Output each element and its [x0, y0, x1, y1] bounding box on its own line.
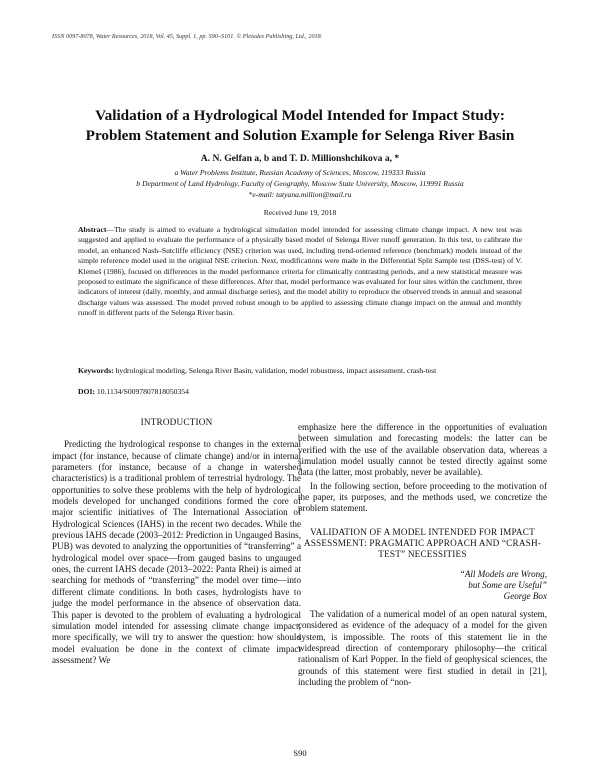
right-paragraph-2: In the following section, before proceeding to the motivation of the paper, its purposes, and the methods used, we concretize the problem statement. — [298, 480, 547, 514]
epigraph-author: George Box — [503, 591, 547, 602]
abstract-text: —The study is aimed to evaluate a hydrological simulation model intended for assessing climate change impact. A new test was suggested and applied to evaluate the performance of a physically based model of Selenga River runoff generation. In this test, to calibrate the model, an enhanced Nash–Sutcliffe efficiency (NSE) criterion was used, including trend-oriented reference (benchmark) models instead of the simple reference model used in the original NSE criterion. Next, modifications were made in the Differential Split Sample test (DSS-test) of V. Klemeš (1986), focused on differences in the model performance criteria for climatically contrasting periods, and a new statistical measure was proposed to estimate the significance of these differences. After that, model performance was evaluated for four sites within the catchment, three indicators of interest (daily, monthly, and annual discharge series), and the model ability to reproduce the observed trends in annual and seasonal discharge values was assessed. The model proved robust enough to be applied to assessing climate change impact on the annual and monthly runoff in different parts of the Selenga River basin. — [78, 225, 522, 318]
introduction-heading: INTRODUCTION — [140, 417, 213, 427]
affiliation-b: b Department of Land Hydrology, Faculty of Geography, Moscow State University, Moscow, 119991 Russia — [136, 179, 464, 188]
right-paragraph-1: emphasize here the difference in the opportunities of evaluation between simulation and forecasting models: the latter can be verified with the use of the available observation data, whereas a simulation model usually cannot be tested directly against some data (the latter, most probably, never be available). — [298, 422, 547, 478]
doi — [78, 387, 522, 396]
keywords — [78, 366, 522, 376]
doi-link[interactable]: 10.1134/S0097807818050354 — [96, 387, 189, 396]
abstract — [78, 225, 522, 319]
doi-label: DOI: — [78, 387, 95, 396]
keywords-label: Keywords: — [78, 366, 114, 375]
journal-header: ISSN 0097-8078, Water Resources, 2018, Vol. 45, Suppl. 1, pp. S90–S101. © Pleiades Publishing, Ltd., 2018. — [52, 33, 323, 40]
validation-heading: VALIDATION OF A MODEL INTENDED FOR IMPACT ASSESSMENT: PRAGMATIC APPROACH AND “CRASH-TEST” NECESSITIES — [303, 526, 542, 560]
right-column — [298, 422, 547, 688]
contact-email: *e-mail: tatyana.million@mail.ru — [248, 190, 352, 199]
intro-paragraph-1: Predicting the hydrological response to changes in the external impact (for instance, because of climate change) and/or in internal parameters (for instance, because of a change in watershed characteristics) is a traditional problem of terrestrial hydrology. The opportunities to solve these problems with the help of hydrological models developed for unchanged conditions formed the core of major scientific initiatives of The International Association of Hydrological Sciences (IAHS) in the recent two decades. While the previous IAHS decade (2003–2012: Prediction in Ungauged Basins, PUB) was devoted to analyzing the opportunities of “transferring” a hydrological model over space—from gauged basins to ungauged ones, the current IAHS decade (2013–2022: Panta Rhei) is aimed at searching for methods of “transferring” the model over time—into different climate conditions. In both cases, hydrologists have to judge the model performance in the absence of observation data. This paper is devoted to the problem of evaluating a hydrological simulation model intended for assessing climate change impact; more specifically, we will try to answer the question: how should model evaluation be done in the context of climate impact assessment? We — [52, 439, 301, 665]
received-date: Received June 19, 2018 — [263, 208, 337, 217]
authors: A. N. Gelfan a, b and T. D. Millionshchikova a, * — [200, 153, 400, 164]
epigraph-line-1: “All Models are Wrong, — [459, 568, 547, 579]
keywords-text: hydrological modeling, Selenga River Basin, validation, model robustness, impact assessment, crash-test — [115, 366, 437, 375]
affiliation-a: a Water Problems Institute, Russian Academy of Sciences, Moscow, 119333 Russia — [174, 168, 426, 177]
abstract-label: Abstract — [78, 225, 107, 234]
page-number: S90 — [293, 748, 307, 758]
left-column — [52, 417, 301, 666]
right-paragraph-3: The validation of a numerical model of an open natural system, considered as evidence of the adequacy of a model for the given system, is impossible. The roots of this statement lie in the widespread direction of contemporary philosophy—the critical rationalism of Karl Popper. In the field of geophysical sciences, the grounds of this statement were first studied in detail in [21], including the problem of “non- — [298, 608, 547, 687]
title-line-2: Problem Statement and Solution Example for Selenga River Basin — [85, 127, 515, 144]
epigraph-line-2: but Some are Useful” — [468, 580, 547, 591]
paper-title — [40, 106, 560, 146]
title-line-1: Validation of a Hydrological Model Intended for Impact Study: — [95, 107, 505, 124]
